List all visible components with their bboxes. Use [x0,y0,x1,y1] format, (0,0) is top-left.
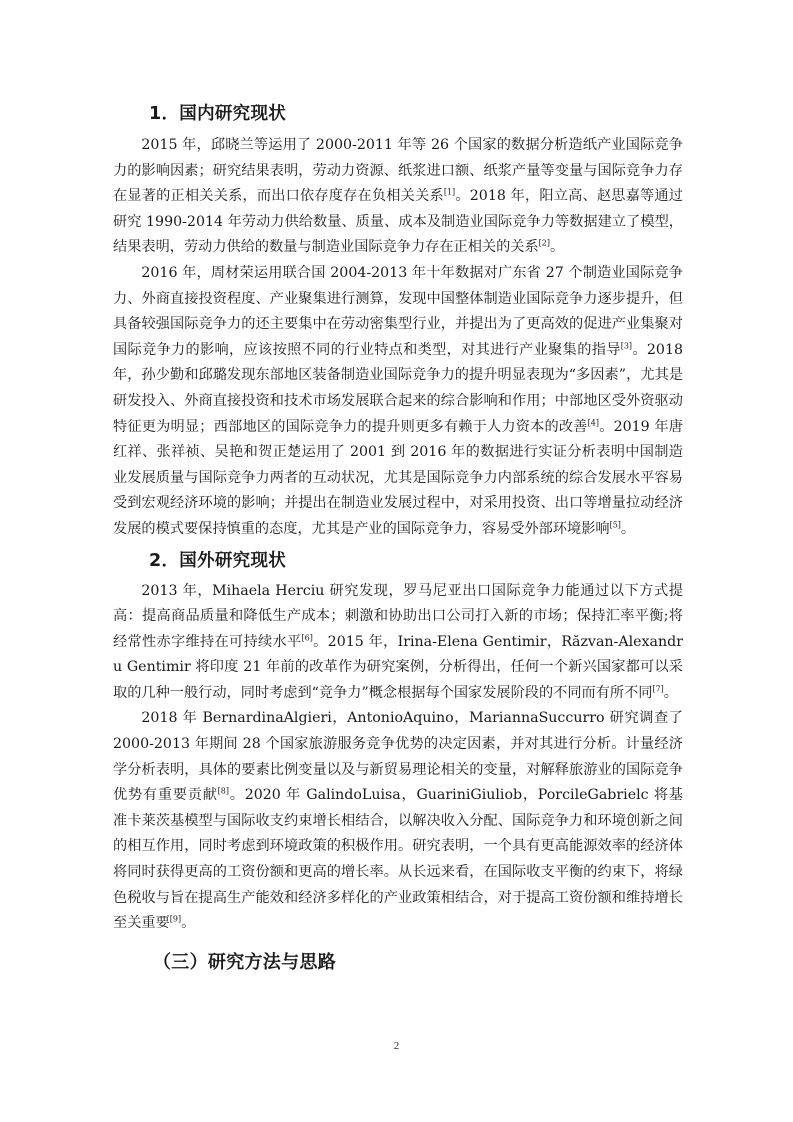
text-run: 。2018 年，孙少勤和邱璐发现东部地区装备制造业国际竞争力的提升明显表现为“多因素”，尤其是研发投入、外商直接投资和技术市场发展联合起来的综合影响和作用；中部地区受外资驱动特征更为明显；西部地区的国际竞争力的提升则更多有赖于人力资本的改善 [113,341,683,435]
citation-ref: [3] [620,341,633,351]
text-run: 。2018 年，阳立高、赵思嘉等通过研究 1990-2014 年劳动力供给数量、质量、成本及制造业国际竞争力等数据建立了模型，结果表明，劳动力供给的数量与制造业国际竞争力存在正相关的关系 [113,188,683,256]
page-number: 2 [393,1040,400,1052]
foreign-paragraphs [113,579,683,937]
citation-ref: [7] [652,684,664,694]
citation-ref: [1] [443,187,456,197]
text-run: 。 [620,520,636,537]
text-run: 2018 年 BernardinaAlgieri，AntonioAquino，MariannaSuccurro 研究调查了 2000-2013 年期间 28 个国家旅游服务竞争优势的决定因素，并对其进行分析。计量经济学分析表明，具体的要素比例变量以及与新贸易理论相关的变量，对解释旅游业的国际竞争优势有重要贡献 [113,710,683,804]
text-run: 。2019 年唐红祥、张祥祯、吴艳和贺正楚运用了 2001 到 2016 年的数据进行实证分析表明中国制造业发展质量与国际竞争力两者的互动状况，尤其是国际竞争力内部系统的综合发展水平容易受到宏观经济环境的影响；并提出在制造业发展过程中，对采用投资、出口等增量拉动经济发展的模式要保持慎重的态度，尤其是产业的国际竞争力，容易受外部环境影响 [113,418,683,537]
text-run: 。2020 年 GalindoLuisa，GuariniGiuliob，PorcileGabrielc 将基准卡莱茨基模型与国际收支约束增长相结合，以解决收入分配、国际竞争力和环境创新之间的相互作用，同时考虑到环境政策的积极作用。研究表明，一个具有更高能源效率的经济体将同时获得更高的工资份额和更高的增长率。从长远来看，在国际收支平衡的约束下，将绿色税收与旨在提高生产能效和经济多样化的产业政策相结合，对于提高工资份额和维持增长至关重要 [113,787,683,932]
text-run: 2016 年，周材荣运用联合国 2004-2013 年十年数据对广东省 27 个制造业国际竞争力、外商直接投资程度、产业聚集进行测算，发现中国整体制造业国际竞争力逐步提升，但具备较强国际竞争力的还主要集中在劳动密集型行业，并提出为了更高效的促进产业集聚对国际竞争力的影响，应该按照不同的行业特点和类型，对其进行产业聚集的指导 [113,264,683,358]
citation-ref: [2] [538,238,550,248]
citation-ref: [4] [587,417,600,427]
paragraph [113,133,683,261]
paragraph [113,579,683,707]
section-heading-method: （三）研究方法与思路 [153,951,336,973]
domestic-paragraphs [113,133,683,543]
paragraph [113,261,683,543]
text-run: 2015 年，邱晓兰等运用了 2000-2011 年等 26 个国家的数据分析造纸产业国际竞争力的影响因素；研究结果表明，劳动力资源、纸浆进口额、纸浆产量等变量与国际竞争力存在显著的正相关关系，而出口依存度存在负相关关系 [113,137,683,205]
paragraph [113,706,683,936]
citation-ref: [6] [301,632,313,642]
text-run: 2013 年，Mihaela Herciu 研究发现，罗马尼亚出口国际竞争力能通过以下方式提高：提高商品质量和降低生产成本；刺激和协助出口公司打入新的市场；保持汇率平衡;将经常性赤字维持在可持续水平 [113,582,683,650]
citation-ref: [8] [217,786,229,796]
text-run: 。 [663,684,678,701]
section-heading-foreign: 2．国外研究现状 [149,550,287,571]
citation-ref: [9] [169,914,182,924]
text-run: 。 [181,915,196,932]
text-run: 。 [549,239,565,256]
section-heading-domestic: 1．国内研究现状 [149,104,287,124]
text-run: 。2015 年，Irina-Elena Gentimir，Răzvan-Alexandru Gentimir 将印度 21 年前的改革作为研究案例，分析得出，任何一个新兴国家都可以采取的几种一般行动，同时考虑到“竞争力”概念根据每个国家发展阶段的不同而有所不同 [113,633,683,701]
citation-ref: [5] [609,520,621,530]
document-page [113,96,683,979]
